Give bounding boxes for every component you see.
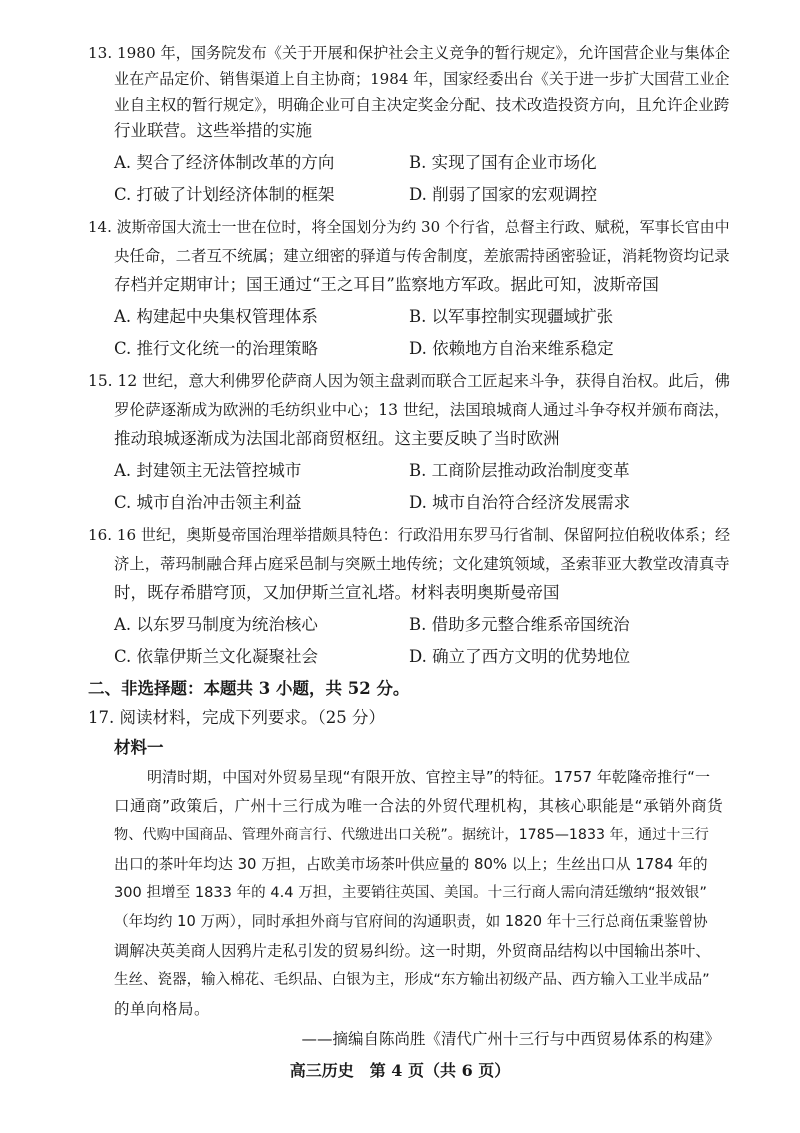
material-line-8: 生丝、瓷器，输入棉花、毛织品、白银为主，形成“东方输出初级产品、西方输入工业半成品” [114, 972, 710, 988]
q15-line-3: 推动琅城逐渐成为法国北部商贸枢纽。这主要反映了当时欧洲 [114, 429, 560, 448]
q15-line-1: 15. 12 世纪，意大利佛罗伦萨商人因为领主盘剥而联合工匠起来斗争，获得自治权。此后，佛 [88, 372, 730, 390]
material-line-2: 口通商”政策后，广州十三行成为唯一合法的外贸代理机构，其核心职能是“承销外商货 [114, 797, 724, 815]
q14-option-a: A. 构建起中央集权管理体系 [114, 307, 318, 326]
q13-line-2: 业在产品定价、销售渠道上自主协商；1984 年，国家经委出台《关于进一步扩大国营工业企 [114, 70, 730, 88]
q16-option-d: D. 确立了西方文明的优势地位 [409, 647, 631, 666]
q13-option-b: B. 实现了国有企业市场化 [409, 153, 597, 172]
q13-option-d: D. 削弱了国家的宏观调控 [409, 185, 598, 204]
q13-line-1: 13. 1980 年，国务院发布《关于开展和保护社会主义竞争的暂行规定》，允许国营企业与集体企 [88, 44, 730, 62]
q13-line-3: 业自主权的暂行规定》，明确企业可自主决定奖金分配、技术改造投资方向，且允许企业跨 [114, 96, 730, 114]
q14-line-1: 14. 波斯帝国大流士一世在位时，将全国划分为约 30 个行省，总督主行政、赋税，军事长官由中 [88, 218, 730, 236]
material-line-1: 明清时期，中国对外贸易呈现“有限开放、官控主导”的特征。1757 年乾隆帝推行“一 [147, 768, 711, 786]
material-line-4: 出口的茶叶年均达 30 万担，占欧美市场茶叶供应量的 80% 以上；生丝出口从 1784 年的 [114, 855, 708, 873]
material-line-3: 物、代购中国商品、管理外商言行、代缴进出口关税”。据统计，1785—1833 年，通过十三行 [114, 827, 709, 843]
q16-option-c: C. 依靠伊斯兰文化凝聚社会 [114, 647, 319, 666]
q14-line-2: 央任命，二者互不统属；建立细密的驿道与传舍制度，差旅需持函密验证，消耗物资均记录 [114, 247, 730, 265]
q16-option-b: B. 借助多元整合维系帝国统治 [409, 615, 630, 634]
q15-option-a: A. 封建领主无法管控城市 [114, 461, 302, 480]
q15-option-d: D. 城市自治符合经济发展需求 [409, 493, 631, 512]
q17-stem: 17. 阅读材料，完成下列要求。（25 分） [88, 708, 385, 727]
q13-option-a: A. 契合了经济体制改革的方向 [114, 153, 335, 172]
material-line-9: 的单向格局。 [114, 1000, 211, 1018]
q16-option-a: A. 以东罗马制度为统治核心 [114, 615, 318, 634]
section-heading: 二、非选择题：本题共 3 小题，共 52 分。 [88, 679, 410, 698]
material-title: 材料一 [114, 738, 164, 757]
material-line-5: 300 担增至 1833 年的 4.4 万担，主要销往英国、美国。十三行商人需向清廷缴纳“报效银” [114, 884, 707, 901]
q15-option-b: B. 工商阶层推动政治制度变革 [409, 461, 630, 480]
q14-option-c: C. 推行文化统一的治理策略 [114, 339, 319, 358]
q15-line-2: 罗伦萨逐渐成为欧洲的毛纺织业中心；13 世纪，法国琅城商人通过斗争夺权并颁布商法， [114, 401, 730, 419]
q13-line-4: 行业联营。这些举措的实施 [114, 121, 312, 140]
page-footer: 高三历史 第 4 页（共 6 页） [289, 1061, 511, 1080]
q15-option-c: C. 城市自治冲击领主利益 [114, 493, 302, 512]
q16-line-2: 济上，蒂玛制融合拜占庭采邑制与突厥土地传统；文化建筑领域，圣索菲亚大教堂改清真寺 [114, 555, 730, 573]
q14-line-3: 存档并定期审计；国王通过“王之耳目”监察地方军政。据此可知，波斯帝国 [114, 275, 659, 294]
q13-option-c: C. 打破了计划经济体制的框架 [114, 185, 335, 204]
material-line-6: （年均约 10 万两），同时承担外商与官府间的沟通职责，如 1820 年十三行总商伍秉鉴曾协 [114, 913, 708, 930]
q16-line-1: 16. 16 世纪，奥斯曼帝国治理举措颇具特色：行政沿用东罗马行省制、保留阿拉伯税收体系；经 [88, 526, 731, 544]
material-source: ——摘编自陈尚胜《清代广州十三行与中西贸易体系的构建》 [301, 1030, 720, 1048]
q14-option-d: D. 依赖地方自治来维系稳定 [409, 339, 614, 358]
q16-line-3: 时，既存希腊穹顶，又加伊斯兰宣礼塔。材料表明奥斯曼帝国 [114, 583, 560, 602]
q14-option-b: B. 以军事控制实现疆域扩张 [409, 307, 614, 326]
material-line-7: 调解决英美商人因鸦片走私引发的贸易纠纷。这一时期，外贸商品结构以中国输出茶叶、 [114, 942, 711, 960]
